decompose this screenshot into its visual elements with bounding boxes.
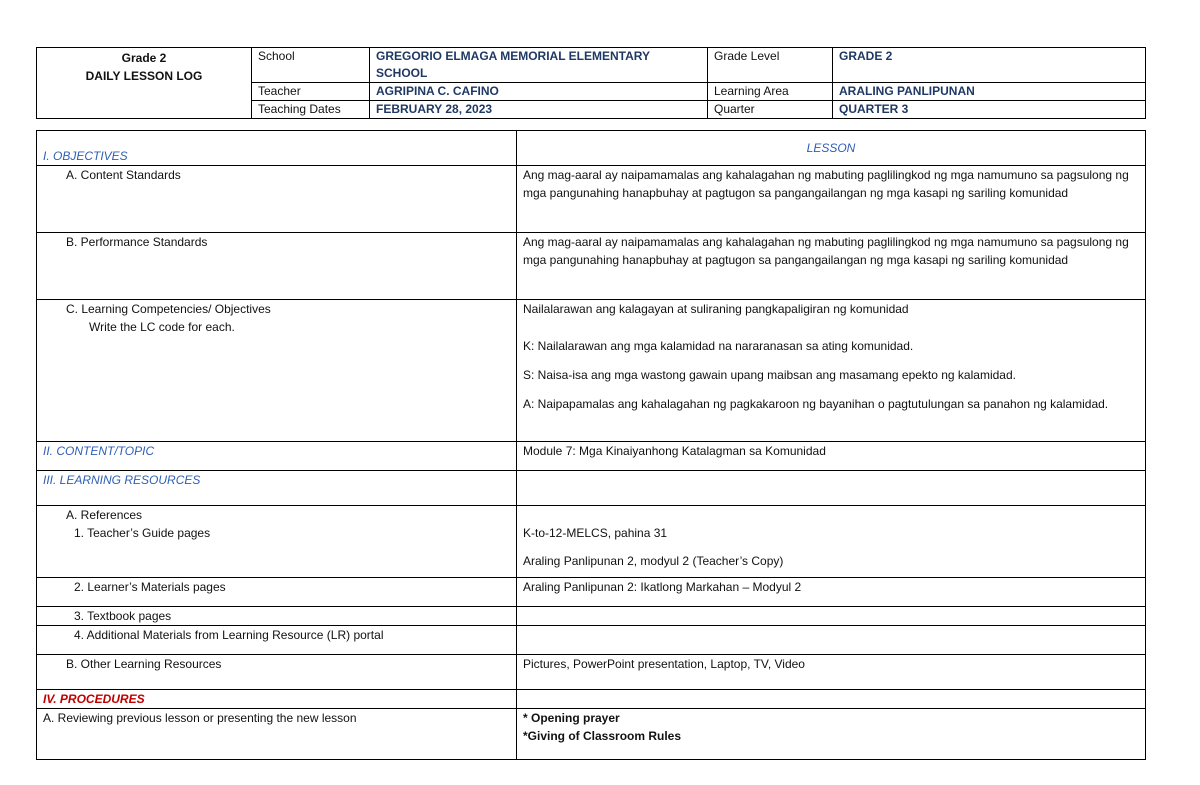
area-value: ARALING PANLIPUNAN — [833, 83, 1146, 101]
references-value-empty — [517, 506, 1146, 525]
content-standards-label: A. Content Standards — [37, 166, 517, 233]
lesson-table — [36, 130, 1146, 760]
log-title — [37, 48, 252, 119]
competencies-a: A: Naipapamalas ang kahalagahan ng pagkakaroon ng bayanihan o pagtutulungan sa panahon ng kalamidad. — [523, 397, 1109, 411]
lesson-heading: LESSON — [806, 141, 856, 155]
school-value: GREGORIO ELMAGA MEMORIAL ELEMENTARY SCHOOL — [370, 48, 708, 83]
textbook-value-empty — [517, 606, 1146, 625]
teachers-guide-value-2: Araling Panlipunan 2, modyul 2 (Teacher’s Copy) — [523, 554, 784, 568]
procedures-heading-cell — [37, 689, 517, 708]
competencies-label: C. Learning Competencies/ Objectives — [66, 302, 271, 316]
area-label: Learning Area — [708, 83, 833, 101]
content-heading-cell — [37, 442, 517, 471]
dates-label: Teaching Dates — [252, 101, 370, 119]
resources-value-empty — [517, 471, 1146, 506]
title-grade: Grade 2 — [121, 51, 167, 65]
competencies-value-cell — [517, 300, 1146, 442]
grade-value: GRADE 2 — [833, 48, 1146, 83]
procedures-value-empty — [517, 689, 1146, 708]
grade-label: Grade Level — [708, 48, 833, 83]
objectives-heading-cell — [37, 131, 517, 166]
school-label: School — [252, 48, 370, 83]
teacher-value: AGRIPINA C. CAFINO — [370, 83, 708, 101]
objectives-heading: I. OBJECTIVES — [43, 149, 128, 163]
quarter-value: QUARTER 3 — [833, 101, 1146, 119]
quarter-label: Quarter — [708, 101, 833, 119]
teacher-label: Teacher — [252, 83, 370, 101]
header-table — [36, 47, 1146, 119]
reviewing-value-2: *Giving of Classroom Rules — [523, 728, 682, 743]
textbook-label: 3. Textbook pages — [37, 606, 517, 625]
competencies-k: K: Nailalarawan ang mga kalamidad na nararanasan sa ating komunidad. — [523, 339, 914, 353]
learners-materials-label: 2. Learner’s Materials pages — [37, 577, 517, 606]
dates-value: FEBRUARY 28, 2023 — [370, 101, 708, 119]
competencies-note: Write the LC code for each. — [89, 320, 235, 334]
content-standards-value: Ang mag-aaral ay naipamamalas ang kahalagahan ng mabuting paglilingkod ng mga namumuno sa pagsulong ng mga pangunahing hanapbuhay at pagtugon sa pangangailangan ng mga kasapi ng sariling komunidad — [517, 166, 1146, 233]
reviewing-value-1: * Opening prayer — [523, 710, 620, 725]
learners-materials-value: Araling Panlipunan 2: Ikatlong Markahan – Modyul 2 — [517, 577, 1146, 606]
resources-heading-cell — [37, 471, 517, 506]
references-label: A. References — [37, 506, 517, 525]
performance-standards-label: B. Performance Standards — [37, 233, 517, 300]
resources-heading: III. LEARNING RESOURCES — [43, 473, 201, 487]
competencies-main: Nailalarawan ang kalagayan at suliraning pangkapaligiran ng komunidad — [523, 302, 909, 316]
reviewing-label: A. Reviewing previous lesson or presenting the new lesson — [37, 708, 517, 759]
performance-standards-value: Ang mag-aaral ay naipamamalas ang kahalagahan ng mabuting paglilingkod ng mga namumuno sa pagsulong ng mga pangunahing hanapbuhay at pagtugon sa pangangailangan ng mga kasapi ng sariling komunidad — [517, 233, 1146, 300]
content-value: Module 7: Mga Kinaiyanhong Katalagman sa Komunidad — [517, 442, 1146, 471]
teachers-guide-value-1: K-to-12-MELCS, pahina 31 — [523, 526, 668, 540]
competencies-s: S: Naisa-isa ang mga wastong gawain upang maibsan ang masamang epekto ng kalamidad. — [523, 368, 1016, 382]
other-resources-label: B. Other Learning Resources — [37, 654, 517, 689]
title-log: DAILY LESSON LOG — [85, 69, 203, 83]
procedures-heading: IV. PROCEDURES — [43, 691, 145, 706]
competencies-label-cell — [37, 300, 517, 442]
teachers-guide-value-cell — [517, 524, 1146, 577]
other-resources-value: Pictures, PowerPoint presentation, Laptop, TV, Video — [517, 654, 1146, 689]
reviewing-value-cell — [517, 708, 1146, 759]
additional-materials-label: 4. Additional Materials from Learning Resource (LR) portal — [37, 625, 517, 654]
additional-materials-value-empty — [517, 625, 1146, 654]
lesson-heading-cell — [517, 131, 1146, 166]
content-heading: II. CONTENT/TOPIC — [43, 444, 155, 458]
teachers-guide-label: 1. Teacher’s Guide pages — [37, 524, 517, 577]
